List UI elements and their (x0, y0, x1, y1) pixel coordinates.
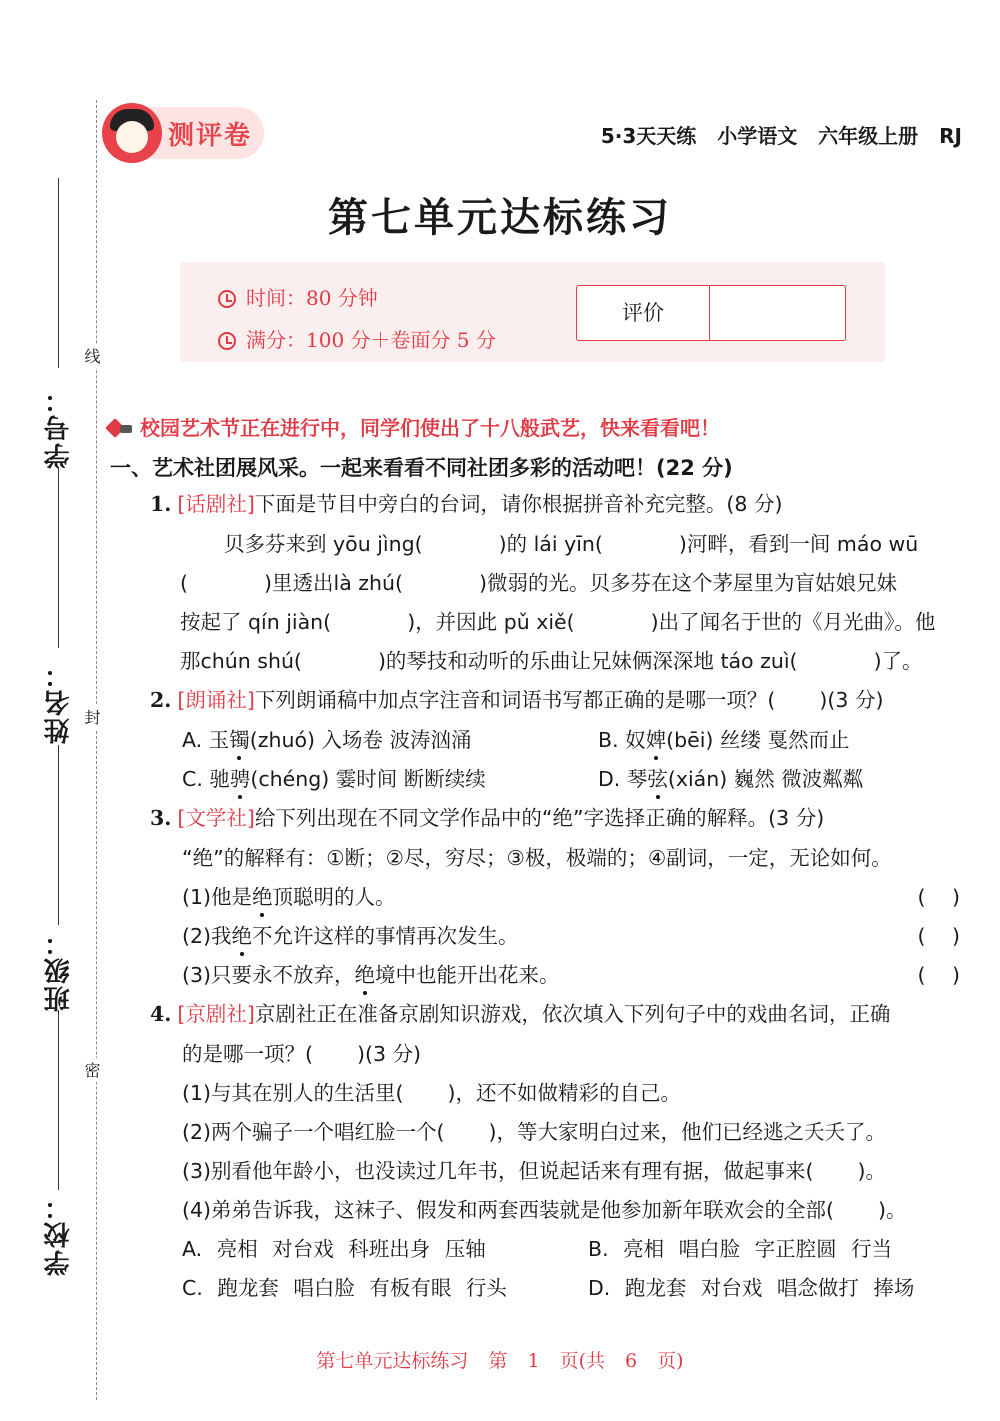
q3-sentence-1: (1)他是绝顶聪明的人。 (182, 885, 396, 909)
q1-tag: [话剧社] (177, 492, 255, 516)
q4-stem: 4. [京剧社]京剧社正在准备京剧知识游戏，依次填入下列句子中的戏曲名词，正确 (150, 1002, 891, 1026)
name-rule (58, 468, 59, 648)
cut-mark-seal: 封 (80, 705, 103, 729)
q1-text: 下面是节目中旁白的台词，请你根据拼音补充完整。(8 分) (254, 492, 783, 516)
binding-cut-line (96, 100, 97, 1400)
time-row (218, 282, 378, 311)
page-title: 第七单元达标练习 (328, 194, 672, 241)
q3-sentence-3: (3)只要永不放弃，绝境中也能开出花来。 (182, 963, 560, 987)
q3-answer-1[interactable]: ( ) (917, 885, 960, 909)
q1-line-1: 贝多芬来到 yōu jìng( )的 lái yīn( )河畔，看到一间 máo wū (224, 532, 919, 556)
q1-line-2: ( )里透出là zhú( )微弱的光。贝多芬在这个茅屋里为盲姑娘兄妹 (180, 571, 898, 595)
q2-option-a: A. 玉镯(zhuó) 入场卷 波涛汹涌 (182, 728, 472, 752)
class-label: 班级： (44, 928, 74, 1012)
q1-number: 1. (150, 492, 172, 516)
evaluation-box (576, 285, 846, 341)
q3-explanations: “绝”的解释有：①断；②尽，穷尽；③极，极端的；④副词，一定，无论如何。 (182, 846, 892, 870)
cut-mark-secret: 密 (80, 1058, 103, 1082)
q3-sentence-2: (2)我绝不允许这样的事情再次发生。 (182, 924, 519, 948)
check-icon (218, 332, 236, 350)
time-text: 时间：80 分钟 (246, 286, 378, 310)
q3-answer-2[interactable]: ( ) (917, 924, 960, 948)
name-label: 姓名： (44, 660, 74, 744)
student-id-label: 学号： (44, 385, 74, 469)
series-info: 5·3天天练 小学语文 六年级上册 RJ (600, 124, 962, 148)
q1-line-4: 那chún shú( )的琴技和动听的乐曲让兄妹俩深深地 táo zuì( )了。 (180, 649, 923, 673)
q4-option-a: A. 亮相 对台戏 科班出身 压轴 (182, 1237, 486, 1261)
intro-line (108, 412, 720, 441)
class-rule (58, 745, 59, 925)
test-paper-badge (102, 107, 264, 159)
school-label: 学校： (44, 1192, 74, 1276)
page-footer: 第七单元达标练习 第 1 页(共 6 页) (316, 1350, 684, 1372)
cartoon-face-icon (102, 103, 162, 163)
score-row (218, 324, 496, 353)
q3-stem: 3. [文学社]给下列出现在不同文学作品中的“绝”字选择正确的解释。(3 分) (150, 806, 825, 830)
q4-sentence-4: (4)弟弟告诉我，这袜子、假发和两套西装就是他参加新年联欢会的全部( )。 (182, 1198, 907, 1222)
q2-stem: 2. [朗诵社]下列朗诵稿中加点字注音和词语书写都正确的是哪一项？( )(3 分) (150, 688, 884, 712)
section-1-heading: 一、艺术社团展风采。一起来看看不同社团多彩的活动吧！(22 分) (110, 456, 733, 480)
q4-option-d: D. 跑龙套 对台戏 唱念做打 捧场 (588, 1276, 915, 1300)
q2-option-b: B. 奴婢(bēi) 丝缕 戛然而止 (598, 728, 850, 752)
q4-stem-2: 的是哪一项？( )(3 分) (182, 1042, 422, 1066)
q4-option-c: C. 跑龙套 唱白脸 有板有眼 行头 (182, 1276, 507, 1300)
q3-answer-3[interactable]: ( ) (917, 963, 960, 987)
q1-line-3: 按起了 qín jiàn( )，并因此 pǔ xiě( )出了闻名于世的《月光曲》。他 (180, 610, 936, 634)
score-text: 满分：100 分＋卷面分 5 分 (246, 328, 496, 352)
q4-sentence-1: (1)与其在别人的生活里( )，还不如做精彩的自己。 (182, 1081, 682, 1105)
exam-info-box (180, 262, 885, 362)
cut-mark-line: 线 (80, 344, 103, 368)
q4-sentence-2: (2)两个骗子一个唱红脸一个( )，等大家明白过来，他们已经逃之夭夭了。 (182, 1120, 887, 1144)
q2-option-d: D. 琴弦(xián) 巍然 微波粼粼 (598, 767, 864, 791)
q1-stem (150, 490, 782, 518)
clock-icon (218, 290, 236, 308)
q4-option-b: B. 亮相 唱白脸 字正腔圆 行当 (588, 1237, 893, 1261)
brush-icon (108, 419, 132, 437)
evaluation-label: 评价 (577, 286, 710, 340)
q2-option-c: C. 驰骋(chéng) 霎时间 断断续续 (182, 767, 486, 791)
intro-text: 校园艺术节正在进行中，同学们使出了十八般武艺，快来看看吧！ (140, 416, 720, 440)
school-rule (58, 1010, 59, 1190)
q4-sentence-3: (3)别看他年龄小，也没读过几年书，但说起话来有理有据，做起事来( )。 (182, 1159, 887, 1183)
badge-label: 测评卷 (168, 121, 253, 151)
